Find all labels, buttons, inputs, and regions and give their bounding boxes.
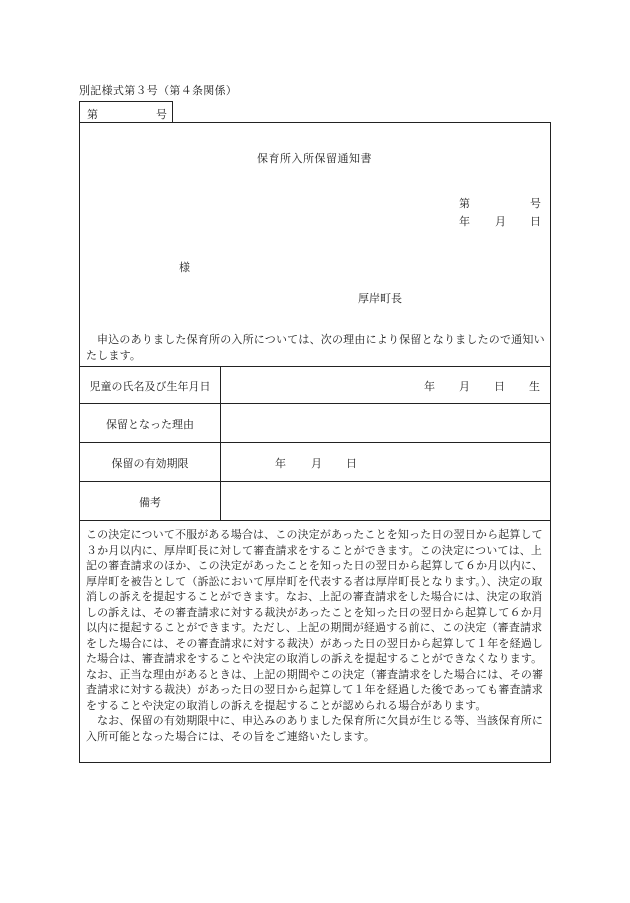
vacancy-notice-paragraph: なお、保留の有効期限中に、申込みのありました保育所に欠員が生じる等、当該保育所に入所可能となった場合には、その旨をご連絡いたします。 <box>86 714 543 743</box>
addressee-suffix: 様 <box>179 261 190 274</box>
reason-label: 保留となった理由 <box>106 418 194 431</box>
doc-date-month: 月 <box>495 215 506 228</box>
document-number-box <box>79 101 173 122</box>
table-rule-3 <box>79 481 551 482</box>
child-birth-year: 年 <box>424 380 435 393</box>
number-box-suffix: 号 <box>156 108 167 121</box>
validity-label: 保留の有効期限 <box>111 457 189 470</box>
intro-text: 申込のありました保育所の入所については、次の理由により保留となりましたので通知いたします。 <box>86 333 545 362</box>
doc-date-day: 日 <box>530 215 541 228</box>
child-birth-sei: 生 <box>529 380 540 393</box>
appeal-notice-paragraph: この決定について不服がある場合は、この決定があったことを知った日の翌日から起算して３か月以内に、厚岸町長に対して審査請求をすることができます。この決定については、上記の審査請求のほか、この決定があったことを知った日の翌日から起算して６か月以内に、厚岸町を被告として（訴訟において厚岸町を代表する者は厚岸町長となります。）、決定の取消しの訴えを提起することができます。なお、上記の審査請求をした場合には、決定の取消しの訴えは、その審査請求に対する裁決があったことを知った日の翌日から起算して６か月以内に提起することができます。ただし、上記の期間が経過する前に、この決定（審査請求をした場合には、その審査請求に対する裁決）があった日の翌日から起算して１年を経過した場合は、審査請求をすることや決定の取消しの訴えを提起することができなくなります。なお、正当な理由があるときは、上記の期間やこの決定（審査請求をした場合には、その審査請求に対する裁決）があった日の翌日から起算して１年を経過した後であっても審査請求をすることや決定の取消しの訴えを提起することが認められる場合があります。 <box>86 528 544 712</box>
remarks-label: 備考 <box>139 496 161 509</box>
table-rule-2 <box>79 442 551 443</box>
validity-year: 年 <box>275 457 286 470</box>
child-info-label: 児童の氏名及び生年月日 <box>89 380 211 393</box>
table-column-divider <box>220 366 221 520</box>
sender-name: 厚岸町長 <box>358 292 402 305</box>
table-bottom-rule <box>79 520 551 521</box>
doc-number-prefix: 第 <box>459 197 470 210</box>
doc-number-suffix: 号 <box>530 197 541 210</box>
validity-day: 日 <box>346 457 357 470</box>
table-rule-1 <box>79 403 551 404</box>
validity-month: 月 <box>311 457 322 470</box>
number-box-prefix: 第 <box>87 108 98 121</box>
appeal-notice <box>86 527 548 744</box>
child-birth-day: 日 <box>494 380 505 393</box>
doc-date-year: 年 <box>459 215 470 228</box>
form-reference: 別記様式第３号（第４条関係） <box>79 84 238 97</box>
table-top-rule <box>79 366 551 367</box>
child-birth-month: 月 <box>459 380 470 393</box>
page-title: 保育所入所保留通知書 <box>257 152 372 165</box>
